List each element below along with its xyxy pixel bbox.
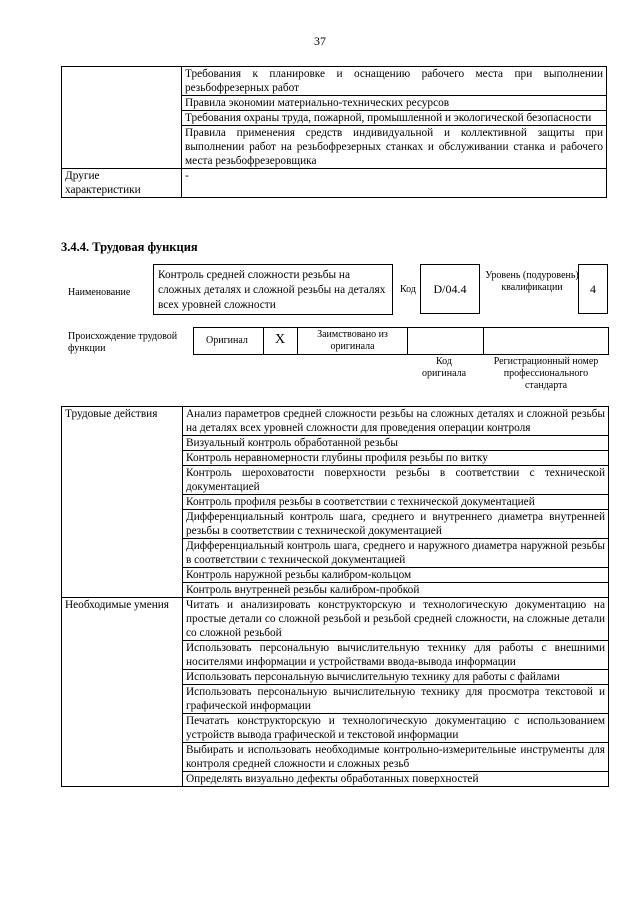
table-cell: Правила экономии материально-технических ресурсов bbox=[182, 96, 607, 111]
original-label: Оригинал bbox=[206, 335, 248, 346]
registration-number-caption: Регистрационный номер профессионального стандарта bbox=[493, 356, 599, 391]
name-label: Наименование bbox=[68, 287, 131, 298]
level-box: 4 bbox=[578, 264, 608, 314]
action-item: Визуальный контроль обработанной резьбы bbox=[183, 436, 609, 451]
table-row bbox=[62, 598, 609, 641]
action-item: Контроль неравномерности глубины профиля резьбы по витку bbox=[183, 451, 609, 466]
actions-skills-table bbox=[61, 406, 609, 787]
table-row bbox=[62, 407, 609, 436]
action-item: Дифференциальный контроль шага, среднего и внутреннего диаметра внутренней резьбы в соответствии с технической документацией bbox=[183, 510, 609, 539]
action-item: Контроль шероховатости поверхности резьбы в соответствии с технической документацией bbox=[183, 466, 609, 495]
skill-item: Читать и анализировать конструкторскую и технологическую документацию на простые детали со сложной резьбой и резьбой средней сложности, на сложные детали со сложной резьбой bbox=[183, 598, 609, 641]
code-original-caption: Код оригинала bbox=[421, 356, 467, 379]
code-label: Код bbox=[400, 284, 416, 295]
other-characteristics-value: - bbox=[182, 169, 607, 198]
other-characteristics-label: Другие характеристики bbox=[62, 169, 182, 198]
borrowed-label: Заимствовано из оригинала bbox=[317, 329, 388, 352]
divider bbox=[407, 327, 408, 355]
skill-item: Использовать персональную вычислительную технику для просмотра текстовой и графической информации bbox=[183, 685, 609, 714]
origin-label: Происхождение трудовой функции bbox=[68, 331, 178, 354]
skill-item: Определять визуально дефекты обработанных поверхностей bbox=[183, 772, 609, 787]
table-cell: Требования к планировке и оснащению рабочего места при выполнении резьбофрезерных работ bbox=[182, 67, 607, 96]
table-cell: Требования охраны труда, пожарной, промышленной и экологической безопасности bbox=[182, 111, 607, 126]
table-row bbox=[62, 169, 607, 198]
skills-label: Необходимые умения bbox=[62, 598, 183, 787]
divider bbox=[263, 327, 264, 355]
action-item: Дифференциальный контроль шага, среднего и наружного диаметра наружной резьбы в соответствии с технической документацией bbox=[183, 539, 609, 568]
page-number: 37 bbox=[314, 34, 326, 48]
level-label: Уровень (подуровень) квалификации bbox=[485, 270, 579, 293]
table-cell: Правила применения средств индивидуальной и коллективной защиты при выполнении работ на резьбофрезерных станках и обслуживании станка и рабочего места резьбофрезеровщика bbox=[182, 126, 607, 169]
table-row bbox=[62, 67, 607, 96]
function-name-box: Контроль средней сложности резьбы на сложных деталях и сложной резьбы на деталях всех уровней сложности bbox=[153, 264, 393, 315]
action-item: Контроль внутренней резьбы калибром-пробкой bbox=[183, 583, 609, 598]
original-mark: X bbox=[274, 332, 286, 347]
knowledge-table bbox=[61, 66, 607, 198]
skill-item: Печатать конструкторскую и технологическую документацию с использованием устройств вывода графической и текстовой информации bbox=[183, 714, 609, 743]
divider bbox=[483, 327, 484, 355]
skill-item: Использовать персональную вычислительную технику для работы с внешними носителями информации и устройствами ввода-вывода информации bbox=[183, 641, 609, 670]
action-item: Контроль профиля резьбы в соответствии с технической документацией bbox=[183, 495, 609, 510]
code-box: D/04.4 bbox=[420, 264, 480, 314]
section-heading: 3.4.4. Трудовая функция bbox=[61, 240, 198, 254]
action-item: Контроль наружной резьбы калибром-кольцом bbox=[183, 568, 609, 583]
skill-item: Использовать персональную вычислительную технику для работы с файлами bbox=[183, 670, 609, 685]
actions-label: Трудовые действия bbox=[62, 407, 183, 598]
skill-item: Выбирать и использовать необходимые контрольно-измерительные инструменты для контроля средней сложности и сложных резьб bbox=[183, 743, 609, 772]
action-item: Анализ параметров средней сложности резьбы на сложных деталях и сложной резьбы на деталях всех уровней сложности для проведения операции контроля bbox=[183, 407, 609, 436]
divider bbox=[297, 327, 298, 355]
empty-label-cell bbox=[62, 67, 182, 169]
